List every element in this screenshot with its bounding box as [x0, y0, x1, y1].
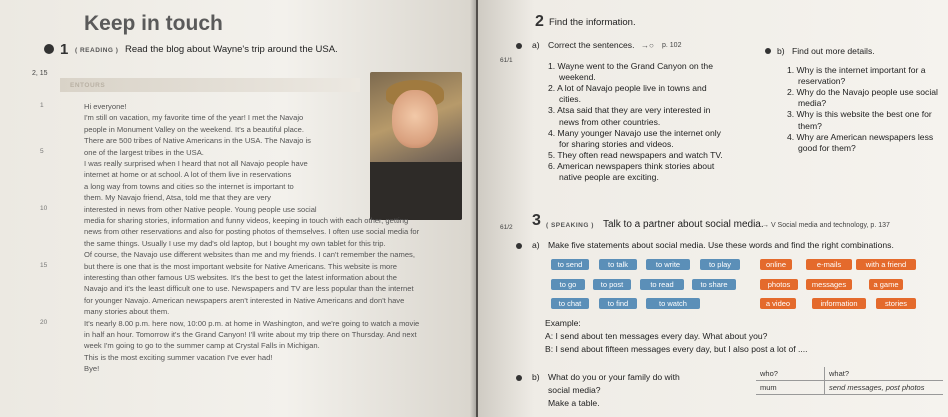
audio-ref: 2, 15 — [32, 70, 48, 77]
blog-line: Bye! — [84, 364, 100, 374]
exercise-1-instruction: Read the blog about Wayne's trip around the USA. — [125, 44, 338, 55]
blog-line: one of the largest tribes in the USA. — [84, 147, 204, 157]
noun-chip: messages — [806, 279, 852, 290]
line-number: 10 — [40, 204, 48, 212]
list-item: 2. Why do the Navajo people use social — [787, 87, 938, 98]
list-item: 3. Why is this website the best one for — [787, 109, 932, 120]
verb-chip: to write — [646, 259, 690, 270]
section-bullet-icon — [44, 44, 54, 54]
list-item: native people are exciting. — [559, 172, 659, 182]
blog-line: media for sharing stories, information and funny videos, keeping in touch with each other, getting — [84, 216, 409, 225]
list-item: for sharing stories and videos. — [559, 138, 674, 149]
noun-chip: e-mails — [806, 259, 852, 270]
list-item: 1. Wayne went to the Grand Canyon on the — [548, 61, 713, 71]
line-number: 5 — [40, 147, 44, 155]
exercise-3-number: 3 — [532, 212, 541, 229]
blog-line: for younger Navajo. American newspapers aren't interested in Native Americans and don't have — [84, 295, 405, 305]
noun-chip: with a friend — [856, 259, 916, 270]
noun-chip: a game — [869, 279, 903, 290]
list-item: media? — [798, 98, 827, 109]
list-item: cities. — [559, 94, 581, 105]
example-a: A: I send about ten messages every day. What about you? — [545, 331, 768, 341]
table-header-who: who? — [756, 367, 825, 381]
ex3b-text-1: What do you or your family do with — [548, 372, 680, 382]
blog-line: in half an hour. Tomorrow it's the Grand Canyon! I'll write about my trip there on Thursday. And next — [84, 330, 417, 339]
list-item: 4. Why are American newspapers less — [787, 131, 934, 142]
ex2b-instruction: Find out more details. — [792, 46, 875, 56]
table-row — [756, 381, 943, 395]
blog-header-label: ENTOURS — [70, 82, 106, 89]
speaking-tag: ( SPEAKING ) — [546, 222, 594, 229]
blog-line: a long way from towns and cities so the internet is important to — [84, 181, 294, 191]
ex3b-label: b) — [532, 372, 540, 382]
blog-line: the same things. Usually I use my dad's old laptop, but I bought my own tablet for this trip. — [84, 238, 386, 248]
verb-chip: to chat — [551, 298, 589, 309]
table-header-what: what? — [825, 367, 944, 381]
ex3a-instruction: Make five statements about social media. Use these words and find the right combinations. — [548, 240, 894, 250]
list-item: 2. A lot of Navajo people live in towns and — [548, 83, 707, 94]
noun-chip: information — [812, 298, 866, 309]
blog-line: Hi everyone! — [84, 102, 127, 111]
verb-chip: to watch — [646, 298, 700, 309]
blog-line: internet at home or at school. A lot of them live in reservations — [84, 170, 292, 180]
line-number: 1 — [40, 102, 44, 109]
example-label: Example: — [545, 318, 581, 328]
ex3-vocab-ref: → V Social media and technology, p. 137 — [762, 222, 890, 229]
list-item: 3. Atsa said that they are very interested in — [548, 105, 711, 116]
ex2a-instruction: Correct the sentences. — [548, 40, 635, 50]
noun-chip: online — [760, 259, 792, 270]
line-number: 20 — [40, 318, 48, 326]
exercise-2-number: 2 — [535, 13, 544, 30]
ex2b-label: b) — [777, 46, 785, 56]
exercise-3-title: Talk to a partner about social media. — [603, 219, 764, 230]
blog-line: I'm still on vacation, my favorite time of the year! I met the Navajo — [84, 113, 304, 123]
list-item: 4. Many younger Navajo use the internet only — [548, 127, 721, 138]
blog-line: interested in news from other Native people. Young people use social — [84, 204, 317, 214]
ex3-audio-ref: 61/2 — [500, 224, 513, 231]
ex3b-text-2: social media? — [548, 385, 601, 395]
blog-line: This is the most exciting summer vacation I've ever had! — [84, 352, 273, 362]
blog-line: Navajo and it's the least difficult one to use. Newspapers and TV are less popular than the internet — [84, 284, 414, 294]
section-bullet-icon — [516, 43, 522, 49]
blog-line: There are 500 tribes of Native Americans in the USA. The Navajo is — [84, 136, 311, 146]
table-cell-what: send messages, post photos — [825, 381, 944, 395]
list-item: good for them? — [798, 142, 856, 153]
list-item: reservation? — [798, 76, 846, 87]
verb-chip: to talk — [599, 259, 637, 270]
ex3b-text-3: Make a table. — [548, 398, 600, 408]
blog-line: many stories about them. — [84, 307, 170, 317]
example-b: B: I send about fifteen messages every day, but I also post a lot of .... — [545, 344, 808, 354]
noun-chip: a video — [760, 298, 796, 309]
list-item: news from other countries. — [559, 116, 661, 127]
family-table — [756, 367, 943, 395]
verb-chip: to send — [551, 259, 589, 270]
section-bullet-icon — [516, 375, 522, 381]
verb-chip: to play — [700, 259, 740, 270]
list-item: 5. They often read newspapers and watch TV. — [548, 149, 723, 160]
list-item: weekend. — [559, 72, 596, 83]
section-bullet-icon — [516, 243, 522, 249]
noun-chip: stories — [876, 298, 916, 309]
unit-title: Keep in touch — [84, 12, 223, 35]
list-item: them? — [798, 120, 822, 131]
ex2-audio-ref: 61/1 — [500, 57, 513, 64]
verb-chip: to post — [593, 279, 631, 290]
blog-line: people in Monument Valley on the weekend. It's a beautiful place. — [84, 124, 304, 134]
verb-chip: to find — [599, 298, 637, 309]
blog-line: It's nearly 8.00 p.m. here now, 10:00 p.m. at home in Washington, and we're going to watch a movie — [84, 318, 420, 328]
blog-line: them. My Navajo friend, Atsa, told me that they are very — [84, 193, 271, 203]
section-bullet-icon — [765, 48, 771, 54]
arrow-circle-icon: →○ — [641, 41, 654, 50]
exercise-2-title: Find the information. — [549, 17, 636, 28]
verb-chip: to go — [551, 279, 585, 290]
blog-line: news from other reservations and also for posting photos of themselves. I often use social media for — [84, 227, 420, 237]
ex2a-page-ref: p. 102 — [662, 42, 682, 49]
exercise-1-number: 1 — [60, 41, 69, 58]
table-header-row — [756, 367, 943, 381]
blog-line: week I'm going to go to the summer camp at Crystal Falls in Michigan. — [84, 341, 320, 351]
verb-chip: to share — [692, 279, 736, 290]
ex2a-label: a) — [532, 40, 540, 50]
ex3a-label: a) — [532, 240, 540, 250]
list-item: 1. Why is the internet important for a — [787, 65, 926, 75]
blog-line: interesting than other famous US websites. It's the best to get the latest information about the — [84, 273, 397, 282]
blog-line: Of course, the Navajo use different websites than me and my friends. I can't remember the names, — [84, 250, 415, 260]
list-item: 6. American newspapers think stories about — [548, 160, 715, 171]
blog-line: I was really surprised when I heard that not all Navajo people have — [84, 159, 308, 168]
table-cell-who: mum — [756, 381, 825, 395]
blog-line: but there is one that is the most important website for Native Americans. This website is more — [84, 261, 398, 271]
noun-chip: photos — [760, 279, 798, 290]
reading-tag: ( READING ) — [75, 47, 119, 54]
verb-chip: to read — [640, 279, 684, 290]
blog-text — [30, 60, 460, 417]
line-number: 15 — [40, 261, 48, 269]
